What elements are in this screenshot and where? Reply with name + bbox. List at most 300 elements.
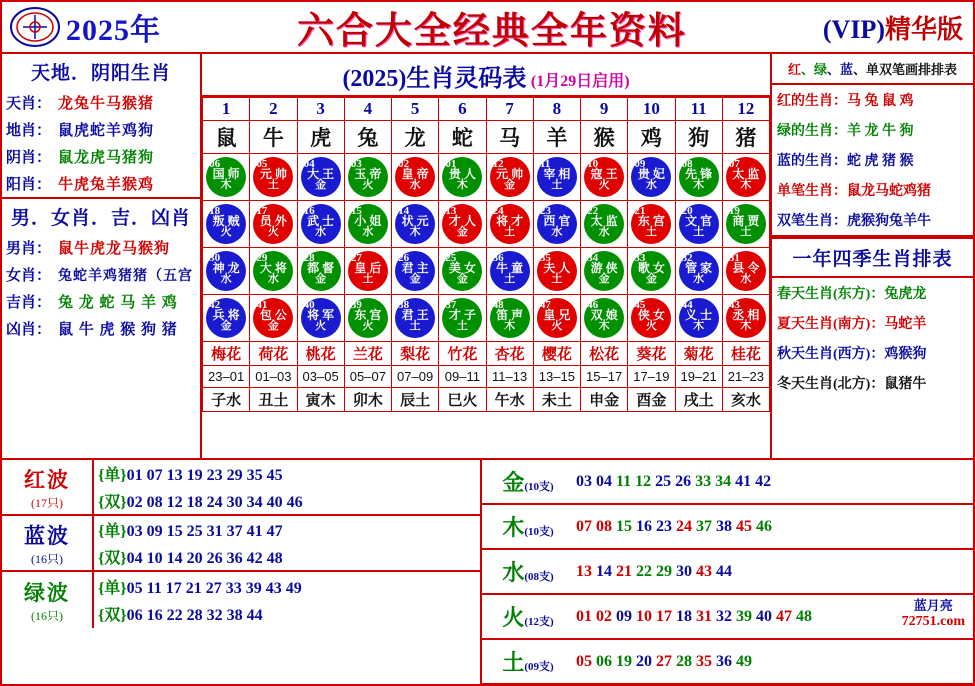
zodiac-number-cell[interactable] <box>486 201 533 248</box>
ball-title: 才 人 <box>448 214 476 228</box>
zodiac-flower-cell: 竹花 <box>439 342 486 366</box>
number-ball[interactable] <box>301 251 341 291</box>
ball-number: 16 <box>303 205 315 217</box>
number-ball[interactable] <box>631 204 671 244</box>
wave-name <box>2 516 94 570</box>
page-year: 2025年 <box>66 14 161 47</box>
element-number: 24 <box>676 517 692 535</box>
zodiac-number-cell[interactable] <box>581 154 628 201</box>
zodiac-number-cell[interactable] <box>439 248 486 295</box>
zodiac-branch-cell: 戌土 <box>675 388 722 412</box>
ball-element: 木 <box>220 179 232 191</box>
ball-number: 11 <box>539 158 551 170</box>
zodiac-flower-cell: 松花 <box>581 342 628 366</box>
zodiac-number-cell[interactable] <box>722 201 769 248</box>
element-count: (12支) <box>524 616 554 628</box>
zodiac-number-cell[interactable] <box>628 154 675 201</box>
ball-element: 土 <box>267 179 279 191</box>
zodiac-number-cell[interactable] <box>581 201 628 248</box>
tiandi-box <box>2 54 200 199</box>
ball-element: 土 <box>362 273 374 285</box>
zodiac-number-cell[interactable] <box>628 295 675 342</box>
wave-count: (17只) <box>31 495 63 510</box>
list-item <box>2 261 200 288</box>
wave-parity-tag: {单} <box>98 467 127 484</box>
number-ball[interactable] <box>253 298 293 338</box>
zodiac-number-cell[interactable] <box>675 248 722 295</box>
element-number: 38 <box>716 517 732 535</box>
zodiac-number-cell[interactable] <box>722 248 769 295</box>
element-number: 29 <box>656 562 672 580</box>
element-row <box>482 460 973 505</box>
number-ball[interactable] <box>631 251 671 291</box>
number-ball[interactable] <box>442 251 482 291</box>
element-number: 25 <box>655 472 672 490</box>
ball-element: 土 <box>645 226 657 238</box>
ball-title: 游 侠 <box>590 261 618 275</box>
number-ball[interactable] <box>442 204 482 244</box>
number-ball[interactable] <box>726 251 766 291</box>
zodiac-number-cell[interactable] <box>581 248 628 295</box>
wave-parity-tag: {双} <box>98 607 127 624</box>
wave-count: (16只) <box>31 608 63 623</box>
element-row <box>482 505 973 550</box>
zodiac-branch-cell: 午水 <box>486 388 533 412</box>
list-item <box>772 85 973 115</box>
zodiac-time-cell: 15–17 <box>581 366 628 388</box>
zodiac-number-cell[interactable] <box>628 201 675 248</box>
zodiac-number-cell[interactable] <box>439 201 486 248</box>
watermark-line1: 蓝月亮 <box>913 598 953 613</box>
number-ball[interactable] <box>206 157 246 197</box>
ball-element: 木 <box>693 179 705 191</box>
ball-element: 金 <box>598 273 610 285</box>
element-number: 46 <box>756 517 772 535</box>
number-ball[interactable] <box>395 157 435 197</box>
ball-element: 土 <box>551 273 563 285</box>
zodiac-animal-cell: 羊 <box>533 121 580 154</box>
number-ball[interactable] <box>253 204 293 244</box>
zodiac-number-cell[interactable] <box>297 201 344 248</box>
number-ball[interactable] <box>253 157 293 197</box>
zodiac-number-cell[interactable] <box>392 248 439 295</box>
ball-number: 13 <box>445 205 457 217</box>
number-ball[interactable] <box>537 298 577 338</box>
number-ball[interactable] <box>348 204 388 244</box>
number-ball[interactable] <box>726 157 766 197</box>
ball-number: 36 <box>492 252 504 264</box>
zodiac-number-cell[interactable] <box>486 154 533 201</box>
number-ball[interactable] <box>490 298 530 338</box>
number-ball[interactable] <box>301 157 341 197</box>
ball-title: 县 令 <box>732 261 760 275</box>
number-ball[interactable] <box>442 298 482 338</box>
number-ball[interactable] <box>679 251 719 291</box>
number-ball[interactable] <box>726 204 766 244</box>
zodiac-time-cell: 03–05 <box>297 366 344 388</box>
ball-element: 水 <box>267 273 279 285</box>
zodiac-title-main: (2025)生肖灵码表 <box>342 66 527 92</box>
ball-title: 笛 声 <box>496 308 524 322</box>
element-number: 30 <box>676 562 692 580</box>
wave-numbers <box>94 516 480 570</box>
zodiac-branch-cell: 酉金 <box>628 388 675 412</box>
element-name <box>482 646 574 677</box>
ball-title: 贵 人 <box>448 167 476 181</box>
number-ball[interactable] <box>584 251 624 291</box>
number-ball[interactable] <box>395 298 435 338</box>
wave-label: 红波 <box>24 467 70 492</box>
ball-title: 神 龙 <box>212 261 240 275</box>
zodiac-number-cell[interactable] <box>203 154 250 201</box>
ball-title: 大 将 <box>259 261 287 275</box>
list-item <box>2 288 200 315</box>
ball-element: 木 <box>598 320 610 332</box>
ball-title: 义 士 <box>685 308 713 322</box>
ball-element: 火 <box>315 320 327 332</box>
row-label: 单笔生肖： <box>777 184 847 199</box>
list-item <box>2 143 200 170</box>
element-label: 金 <box>502 470 525 495</box>
zodiac-animal-cell: 猪 <box>722 121 769 154</box>
ball-number: 14 <box>398 205 410 217</box>
number-ball[interactable] <box>442 157 482 197</box>
row-label: 夏天生肖(南方)： <box>777 317 885 332</box>
element-number: 13 <box>576 562 592 580</box>
ball-element: 火 <box>362 179 374 191</box>
ball-number: 40 <box>303 299 315 311</box>
zodiac-number-cell[interactable] <box>486 295 533 342</box>
ball-number: 22 <box>587 205 599 217</box>
ball-element: 金 <box>315 273 327 285</box>
table-row-balls-1 <box>203 154 770 201</box>
zodiac-number-cell[interactable] <box>203 295 250 342</box>
zodiac-number-cell[interactable] <box>722 154 769 201</box>
wave-line: {双}04 10 14 20 26 36 42 48 <box>98 550 283 567</box>
ball-number: 08 <box>681 158 693 170</box>
zodiac-time-cell: 21–23 <box>722 366 769 388</box>
element-row <box>482 595 973 640</box>
page-title: 六合大全经典全年资料 <box>296 11 687 52</box>
ball-number: 06 <box>209 158 221 170</box>
element-number: 47 <box>776 607 792 625</box>
row-value: 鸡猴狗 <box>884 347 927 362</box>
element-number: 09 <box>616 607 632 625</box>
zodiac-flower-cell: 梅花 <box>203 342 250 366</box>
zodiac-time-cell: 11–13 <box>486 366 533 388</box>
ball-element: 金 <box>409 273 421 285</box>
ball-element: 木 <box>740 179 752 191</box>
number-ball[interactable] <box>348 298 388 338</box>
zodiac-index-cell: 5 <box>392 98 439 121</box>
zodiac-number-cell[interactable] <box>250 154 297 201</box>
zodiac-number-cell[interactable] <box>675 201 722 248</box>
number-ball[interactable] <box>301 204 341 244</box>
table-row-balls-4 <box>203 295 770 342</box>
number-ball[interactable] <box>206 204 246 244</box>
ball-number: 37 <box>445 299 457 311</box>
number-ball[interactable] <box>537 251 577 291</box>
vip-suffix: 精华版 <box>884 14 963 44</box>
ball-element: 木 <box>693 320 705 332</box>
emblem-icon <box>6 5 64 49</box>
ball-title: 贵 妃 <box>637 167 665 181</box>
zodiac-index-cell: 9 <box>581 98 628 121</box>
ball-element: 火 <box>645 320 657 332</box>
ball-number: 31 <box>728 252 740 264</box>
element-number: 34 <box>715 472 732 490</box>
number-ball[interactable] <box>253 251 293 291</box>
ball-title: 牛 童 <box>496 261 524 275</box>
zodiac-number-cell[interactable] <box>533 295 580 342</box>
element-number: 20 <box>636 652 652 670</box>
ball-number: 25 <box>445 252 457 264</box>
zodiac-time-cell: 07–09 <box>392 366 439 388</box>
wave-line: {双}02 08 12 18 24 30 34 40 46 <box>98 494 303 511</box>
element-number: 26 <box>675 472 692 490</box>
ball-number: 26 <box>398 252 410 264</box>
zodiac-number-cell[interactable] <box>533 154 580 201</box>
row-label: 阳肖： <box>6 177 52 193</box>
ball-title: 兵 将 <box>212 308 240 322</box>
element-name <box>482 466 574 497</box>
number-ball[interactable] <box>584 157 624 197</box>
element-number: 27 <box>656 652 672 670</box>
zodiac-animal-cell: 虎 <box>297 121 344 154</box>
row-label: 蓝的生肖： <box>777 154 847 169</box>
number-ball[interactable] <box>348 251 388 291</box>
row-label: 绿的生肖： <box>777 124 847 139</box>
wave-row <box>2 572 480 628</box>
zodiac-number-cell[interactable] <box>533 201 580 248</box>
ball-element: 火 <box>362 320 374 332</box>
zodiac-number-cell[interactable] <box>250 201 297 248</box>
row-label: 春天生肖(东方)： <box>777 287 885 302</box>
ball-title: 玉 帝 <box>354 167 382 181</box>
ball-number: 33 <box>634 252 646 264</box>
nannv-title: 男．女肖．吉．凶肖 <box>10 208 191 229</box>
list-item <box>772 175 973 205</box>
ball-element: 土 <box>551 179 563 191</box>
zodiac-branch-cell: 寅木 <box>297 388 344 412</box>
ball-number: 03 <box>350 158 362 170</box>
zodiac-number-cell[interactable] <box>533 248 580 295</box>
element-number: 22 <box>636 562 652 580</box>
element-number: 04 <box>596 472 612 490</box>
zodiac-number-cell[interactable] <box>203 201 250 248</box>
zodiac-number-cell[interactable] <box>439 154 486 201</box>
zodiac-number-cell[interactable] <box>297 154 344 201</box>
number-ball[interactable] <box>395 204 435 244</box>
ball-title: 侠 女 <box>637 308 665 322</box>
ball-number: 42 <box>209 299 221 311</box>
zodiac-number-cell[interactable] <box>250 295 297 342</box>
number-ball[interactable] <box>679 157 719 197</box>
zodiac-number-cell[interactable] <box>392 201 439 248</box>
row-label: 女肖： <box>6 268 52 284</box>
ball-number: 02 <box>398 158 410 170</box>
element-number: 05 <box>576 652 592 670</box>
number-ball[interactable] <box>584 204 624 244</box>
ball-element: 水 <box>220 273 232 285</box>
zodiac-index-cell: 10 <box>628 98 675 121</box>
ball-number: 45 <box>634 299 646 311</box>
ball-element: 木 <box>740 320 752 332</box>
element-number: 15 <box>616 517 632 535</box>
element-number: 35 <box>696 652 712 670</box>
row-value: 鼠龙马蛇鸡猪 <box>847 184 931 199</box>
zodiac-branch-cell: 申金 <box>581 388 628 412</box>
row-value: 虎猴狗兔羊牛 <box>847 214 931 229</box>
zodiac-flower-cell: 兰花 <box>344 342 391 366</box>
ball-title: 武 士 <box>307 214 335 228</box>
wave-numbers <box>94 460 480 514</box>
zodiac-time-cell: 13–15 <box>533 366 580 388</box>
zodiac-number-cell[interactable] <box>297 295 344 342</box>
zodiac-time-cell: 09–11 <box>439 366 486 388</box>
wave-count: (16只) <box>31 551 63 566</box>
number-ball[interactable] <box>490 251 530 291</box>
ball-element: 水 <box>645 179 657 191</box>
number-ball[interactable] <box>206 251 246 291</box>
zodiac-animal-cell: 马 <box>486 121 533 154</box>
number-ball[interactable] <box>631 157 671 197</box>
ball-number: 09 <box>634 158 646 170</box>
ball-element: 水 <box>315 226 327 238</box>
ball-element: 金 <box>267 320 279 332</box>
number-ball[interactable] <box>348 157 388 197</box>
ball-title: 商 贾 <box>732 214 760 228</box>
zodiac-index-cell: 2 <box>250 98 297 121</box>
zodiac-number-cell[interactable] <box>297 248 344 295</box>
ball-number: 28 <box>303 252 315 264</box>
ball-title: 宰 相 <box>543 167 571 181</box>
ball-title: 将 军 <box>307 308 335 322</box>
ball-title: 双 娘 <box>590 308 618 322</box>
table-row-flowers <box>203 342 770 366</box>
ball-number: 20 <box>681 205 693 217</box>
zodiac-number-cell[interactable] <box>203 248 250 295</box>
ball-number: 19 <box>728 205 740 217</box>
number-ball[interactable] <box>679 204 719 244</box>
row-value: 鼠龙虎马猪狗 <box>58 150 155 166</box>
row-value: 蛇 虎 猪 猴 <box>847 154 914 169</box>
ball-number: 35 <box>539 252 551 264</box>
element-number: 03 <box>576 472 592 490</box>
ball-element: 水 <box>409 179 421 191</box>
wave-line: {单}03 09 15 25 31 37 41 47 <box>98 523 283 540</box>
zodiac-number-cell[interactable] <box>581 295 628 342</box>
ball-title: 东 宫 <box>637 214 665 228</box>
element-number: 10 <box>636 607 652 625</box>
ball-element: 水 <box>693 273 705 285</box>
ball-number: 32 <box>681 252 693 264</box>
zodiac-flower-cell: 葵花 <box>628 342 675 366</box>
element-label: 土 <box>502 650 525 675</box>
zodiac-number-cell[interactable] <box>344 295 391 342</box>
zodiac-number-cell[interactable] <box>344 248 391 295</box>
ball-title: 大 王 <box>307 167 335 181</box>
number-ball[interactable] <box>490 204 530 244</box>
zodiac-number-cell[interactable] <box>675 154 722 201</box>
ball-title: 皇 后 <box>354 261 382 275</box>
number-ball[interactable] <box>395 251 435 291</box>
zodiac-number-cell[interactable] <box>439 295 486 342</box>
element-label: 火 <box>502 605 525 630</box>
wave-label: 蓝波 <box>24 523 70 548</box>
ball-element: 土 <box>504 226 516 238</box>
element-count: (10支) <box>524 481 554 493</box>
row-value: 羊 龙 牛 狗 <box>847 124 914 139</box>
ball-element: 土 <box>693 226 705 238</box>
number-ball[interactable] <box>301 298 341 338</box>
row-label: 双笔生肖： <box>777 214 847 229</box>
zodiac-number-cell[interactable] <box>392 154 439 201</box>
number-ball[interactable] <box>490 157 530 197</box>
ball-title: 太 监 <box>590 214 618 228</box>
list-item <box>2 315 200 342</box>
number-ball[interactable] <box>537 204 577 244</box>
ball-element: 金 <box>456 273 468 285</box>
ball-title: 国 师 <box>212 167 240 181</box>
ball-number: 48 <box>492 299 504 311</box>
zodiac-number-cell[interactable] <box>250 248 297 295</box>
element-number: 49 <box>736 652 752 670</box>
element-number: 21 <box>616 562 632 580</box>
number-ball[interactable] <box>679 298 719 338</box>
ball-number: 47 <box>539 299 551 311</box>
zodiac-number-cell[interactable] <box>486 248 533 295</box>
zodiac-table-title <box>202 54 770 97</box>
row-value: 兔虎龙 <box>884 287 927 302</box>
zodiac-number-cell[interactable] <box>722 295 769 342</box>
row-value: 鼠 牛 虎 猴 狗 猪 <box>58 322 178 338</box>
ball-element: 金 <box>645 273 657 285</box>
zodiac-index-cell: 11 <box>675 98 722 121</box>
ball-title: 小 姐 <box>354 214 382 228</box>
zodiac-number-cell[interactable] <box>675 295 722 342</box>
ball-number: 07 <box>728 158 740 170</box>
zodiac-branch-cell: 未土 <box>533 388 580 412</box>
number-ball[interactable] <box>726 298 766 338</box>
wave-row <box>2 516 480 572</box>
zodiac-branch-cell: 子水 <box>203 388 250 412</box>
zodiac-number-cell[interactable] <box>344 154 391 201</box>
list-item <box>2 234 200 261</box>
number-ball[interactable] <box>537 157 577 197</box>
zodiac-branch-cell: 巳火 <box>439 388 486 412</box>
table-row-animals <box>203 121 770 154</box>
number-ball[interactable] <box>584 298 624 338</box>
ball-element: 火 <box>551 320 563 332</box>
element-number: 41 <box>735 472 752 490</box>
number-ball[interactable] <box>206 298 246 338</box>
ball-title: 皇 帝 <box>401 167 429 181</box>
ball-number: 29 <box>256 252 268 264</box>
zodiac-number-cell[interactable] <box>344 201 391 248</box>
ball-number: 43 <box>728 299 740 311</box>
ball-title: 管 家 <box>685 261 713 275</box>
number-ball[interactable] <box>631 298 671 338</box>
zodiac-animal-cell: 龙 <box>392 121 439 154</box>
zodiac-number-cell[interactable] <box>392 295 439 342</box>
zodiac-number-cell[interactable] <box>628 248 675 295</box>
element-number: 18 <box>676 607 692 625</box>
ball-title: 东 宫 <box>354 308 382 322</box>
element-number: 06 <box>596 652 612 670</box>
ball-title: 将 才 <box>496 214 524 228</box>
zodiac-flower-cell: 梨花 <box>392 342 439 366</box>
